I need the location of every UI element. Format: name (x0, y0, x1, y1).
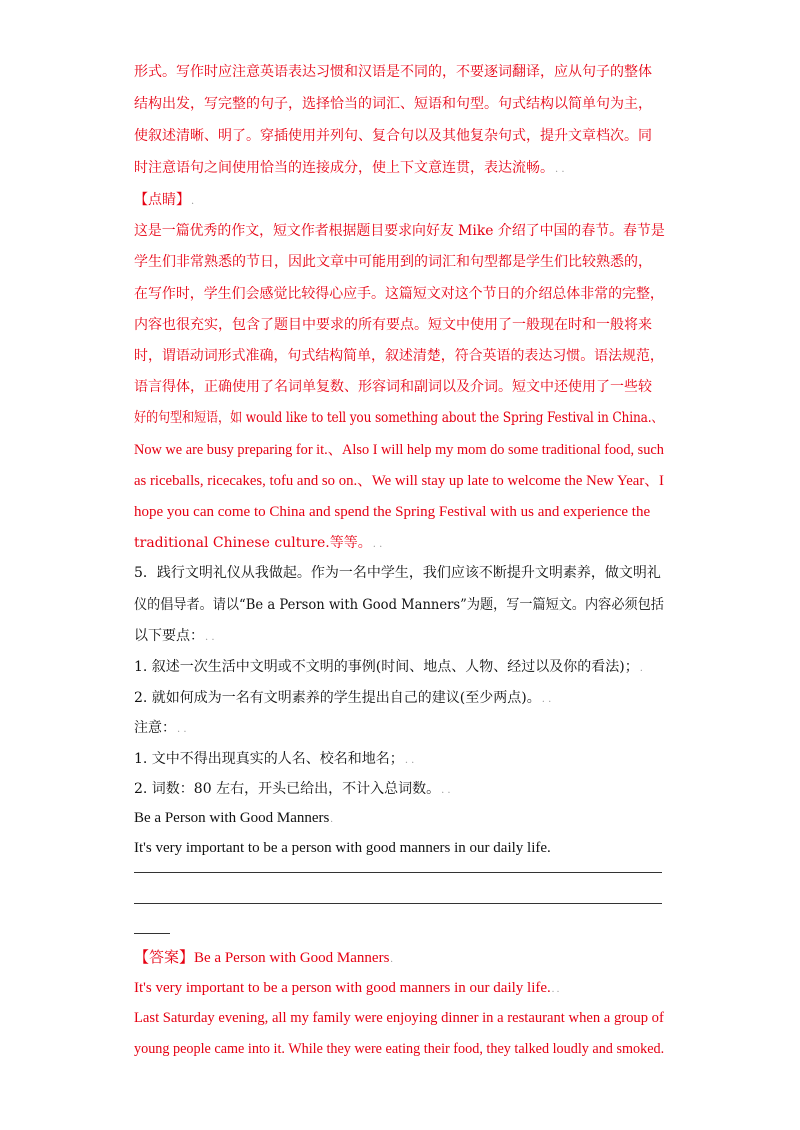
answer-line-2: Last Saturday evening, all my family were enjoying dinner in a restaurant when a group of (134, 1010, 664, 1026)
note-2: 2. 词数：80 左右，开头已给出，不计入总词数。. . (134, 781, 451, 797)
question-line-1: 5．践行文明礼仪从我做起。作为一名中学生，我们应该不断提升文明素养，做文明礼 (134, 565, 661, 581)
question-point-1-text: 1. 叙述一次生活中文明或不文明的事例(时间、地点、人物、经过以及你的看法)； (134, 659, 639, 675)
answer-title: Be a Person with Good Manners (194, 950, 390, 966)
note-1: 1. 文中不得出现真实的人名、校名和地名；. . (134, 751, 415, 767)
dianjing-line-10: hope you can come to China and spend the Spring Festival with us and experience the (134, 504, 651, 520)
writing-line-3 (134, 933, 170, 934)
answer-heading: 【答案】Be a Person with Good Manners. (134, 950, 393, 966)
dianjing-line-2: 学生们非常熟悉的节日，因此文章中可能用到的词汇和句型都是学生们比较熟悉的， (134, 254, 652, 270)
note-2-text: 2. 词数：80 左右，开头已给出，不计入总词数。 (134, 781, 441, 797)
question-point-1: 1. 叙述一次生活中文明或不文明的事例(时间、地点、人物、经过以及你的看法)；. (134, 659, 643, 675)
essay-opening: It's very important to be a person with good manners in our daily life. (134, 840, 551, 856)
answer-line-1-text: It's very important to be a person with good manners in our daily life. (134, 980, 551, 996)
question-line-3: 以下要点：. . (134, 628, 215, 644)
question-point-2: 2. 就如何成为一名有文明素养的学生提出自己的建议(至少两点)。. . (134, 690, 552, 706)
analysis-line-4-text: 时注意语句之间使用恰当的连接成分，使上下文意连贯，表达流畅。 (134, 160, 554, 176)
note-label-text: 注意： (134, 720, 176, 736)
analysis-line-1: 形式。写作时应注意英语表达习惯和汉语是不同的，不要逐词翻译，应从句子的整体 (134, 64, 652, 80)
dianjing-line-7: 好的句型和短语，如 would like to tell you something about the Spring Festival in China.、 (134, 410, 664, 426)
answer-line-3: young people came into it. While they were eating their food, they talked loudly and smoked. (134, 1041, 665, 1057)
question-line-3-text: 以下要点： (134, 628, 204, 644)
writing-line-2 (134, 903, 662, 904)
question-point-2-text: 2. 就如何成为一名有文明素养的学生提出自己的建议(至少两点)。 (134, 690, 541, 706)
dianjing-line-8: Now we are busy preparing for it.、Also I will help my mom do some traditional food, such (134, 442, 664, 458)
dianjing-label: 【点睛】 (134, 192, 190, 208)
dianjing-line-11-text: traditional Chinese culture.等等。 (134, 535, 372, 551)
note-label: 注意：. . (134, 720, 187, 736)
essay-title: Be a Person with Good Manners. (134, 810, 333, 826)
note-1-text: 1. 文中不得出现真实的人名、校名和地名； (134, 751, 404, 767)
dianjing-heading: 【点睛】. (134, 192, 195, 208)
dianjing-line-1: 这是一篇优秀的作文，短文作者根据题目要求向好友 Mike 介绍了中国的春节。春节是 (134, 223, 665, 239)
dianjing-line-5: 时，谓语动词形式准确，句式结构简单，叙述清楚，符合英语的表达习惯。语法规范， (134, 348, 664, 364)
dianjing-line-11: traditional Chinese culture.等等。. . (134, 535, 383, 551)
question-line-2: 仪的倡导者。请以“Be a Person with Good Manners”为题，写一篇短文。内容必须包括 (134, 597, 664, 613)
dianjing-line-3: 在写作时，学生们会感觉比较得心应手。这篇短文对这个节日的介绍总体非常的完整， (134, 286, 664, 302)
essay-title-text: Be a Person with Good Manners (134, 810, 330, 826)
analysis-line-3: 使叙述清晰、明了。穿插使用并列句、复合句以及其他复杂句式，提升文章档次。同 (134, 128, 652, 144)
analysis-line-2: 结构出发，写完整的句子，选择恰当的词汇、短语和句型。句式结构以简单句为主， (134, 96, 652, 112)
analysis-line-4: 时注意语句之间使用恰当的连接成分，使上下文意连贯，表达流畅。. . (134, 160, 565, 176)
answer-label: 【答案】 (134, 950, 195, 966)
answer-line-1: It's very important to be a person with good manners in our daily life.. . (134, 980, 560, 996)
dianjing-line-9: as riceballs, ricecakes, tofu and so on.、We will stay up late to welcome the New Year、I (134, 473, 664, 489)
dianjing-line-4: 内容也很充实，包含了题目中要求的所有要点。短文中使用了一般现在时和一般将来 (134, 317, 652, 333)
writing-line-1 (134, 872, 662, 873)
dianjing-line-6: 语言得体，正确使用了名词单复数、形容词和副词以及介词。短文中还使用了一些较 (134, 379, 652, 395)
